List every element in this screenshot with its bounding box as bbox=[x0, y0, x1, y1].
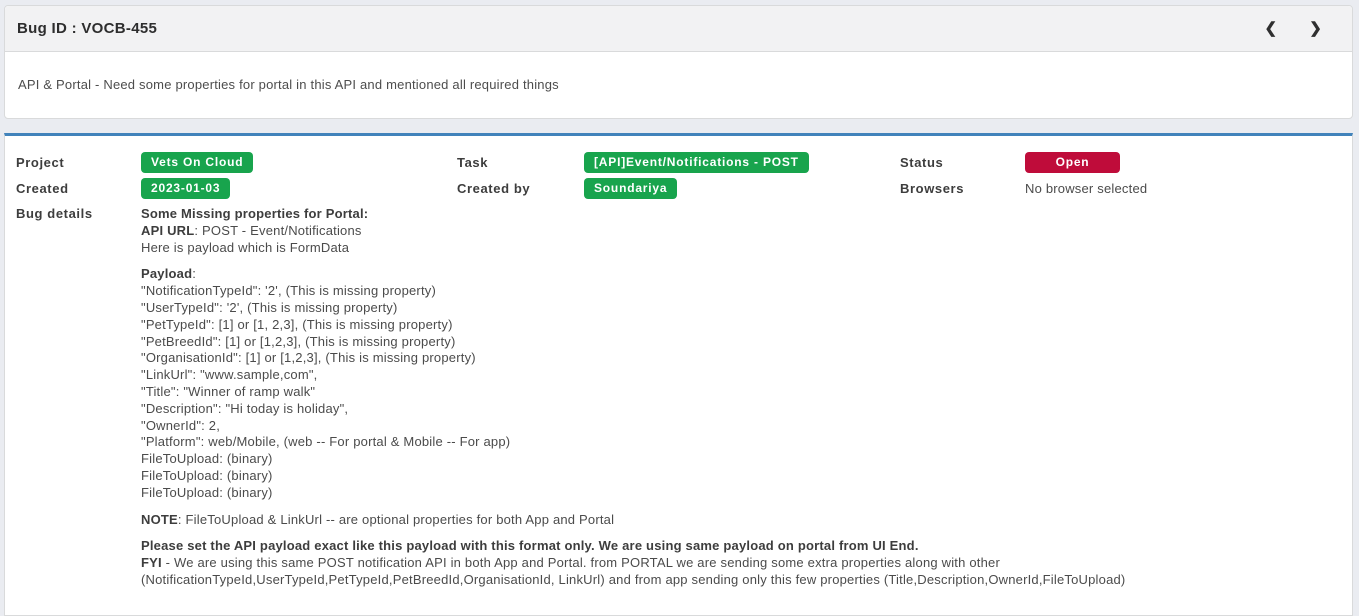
chevron-right-icon[interactable]: ❯ bbox=[1309, 20, 1322, 37]
bug-details-paragraph bbox=[141, 266, 1338, 501]
bug-details-row bbox=[16, 206, 1338, 589]
bug-summary-section bbox=[5, 52, 1352, 118]
bug-details-paragraph bbox=[141, 538, 1338, 588]
bug-nav-arrows bbox=[1264, 21, 1322, 36]
bug-details-line: "Title": "Winner of ramp walk" bbox=[141, 383, 316, 399]
bug-details-line: "PetBreedId": [1] or [1,2,3], (This is missing property) bbox=[141, 333, 456, 349]
bug-details-line: "Platform": web/Mobile, (web -- For portal & Mobile -- For app) bbox=[141, 434, 511, 450]
bug-meta-grid bbox=[16, 152, 1338, 199]
bug-details-line: "PetTypeId": [1] or [1, 2,3], (This is missing property) bbox=[141, 316, 453, 332]
created-by-badge: Soundariya bbox=[584, 178, 677, 199]
bug-details-line: Some Missing properties for Portal: bbox=[141, 206, 369, 221]
task-badge: [API]Event/Notifications - POST bbox=[584, 152, 809, 173]
bug-header-card bbox=[4, 5, 1353, 119]
bug-details-line: FileToUpload: (binary) bbox=[141, 451, 273, 467]
bug-summary-text: API & Portal - Need some properties for portal in this API and mentioned all required things bbox=[18, 77, 559, 92]
bug-details-label: Bug details bbox=[16, 206, 93, 221]
browsers-value: No browser selected bbox=[1025, 181, 1148, 196]
created-by-label: Created by bbox=[457, 181, 531, 196]
created-label: Created bbox=[16, 181, 69, 196]
browsers-label: Browsers bbox=[900, 181, 965, 196]
bug-details-line: API URL: POST - Event/Notifications bbox=[141, 222, 362, 238]
bug-details-line: "OrganisationId": [1] or [1,2,3], (This is missing property) bbox=[141, 350, 476, 366]
task-label: Task bbox=[457, 155, 489, 170]
page-title: Bug ID : VOCB-455 bbox=[17, 20, 158, 37]
bug-details-line: FYI - We are using this same POST notification API in both App and Portal. from PORTAL we are sending some extra properties along with other (NotificationTypeId,UserTypeId,PetTypeId,PetBreedId,OrganisationId, LinkUrl) and from app sending only this few properties (Title,Description,OwnerId,FileToUpload) bbox=[141, 555, 1126, 587]
created-date-badge: 2023-01-03 bbox=[141, 178, 230, 199]
bug-details-content bbox=[141, 206, 1338, 589]
project-badge: Vets On Cloud bbox=[141, 152, 253, 173]
bug-details-line: FileToUpload: (binary) bbox=[141, 484, 273, 500]
bug-details-line: FileToUpload: (binary) bbox=[141, 467, 273, 483]
bug-details-card bbox=[4, 133, 1353, 616]
bug-details-paragraph bbox=[141, 512, 1338, 529]
bug-details-line: Please set the API payload exact like this payload with this format only. We are using same payload on portal from UI End. bbox=[141, 538, 919, 554]
bug-details-paragraph bbox=[141, 206, 1338, 256]
status-label: Status bbox=[900, 155, 944, 170]
bug-header-bar bbox=[5, 6, 1352, 52]
bug-details-line: NOTE: FileToUpload & LinkUrl -- are optional properties for both App and Portal bbox=[141, 511, 615, 527]
bug-details-line: "OwnerId": 2, bbox=[141, 417, 221, 433]
bug-details-line: "UserTypeId": '2', (This is missing property) bbox=[141, 299, 398, 315]
bug-details-line: "Description": "Hi today is holiday", bbox=[141, 400, 349, 416]
bug-details-line: Payload: bbox=[141, 266, 197, 282]
project-label: Project bbox=[16, 155, 65, 170]
status-badge[interactable]: Open bbox=[1025, 152, 1120, 173]
chevron-left-icon[interactable]: ❮ bbox=[1264, 20, 1278, 37]
bug-details-line: "LinkUrl": "www.sample,com", bbox=[141, 367, 318, 383]
bug-details-line: Here is payload which is FormData bbox=[141, 239, 350, 255]
bug-details-line: "NotificationTypeId": '2', (This is missing property) bbox=[141, 283, 437, 299]
